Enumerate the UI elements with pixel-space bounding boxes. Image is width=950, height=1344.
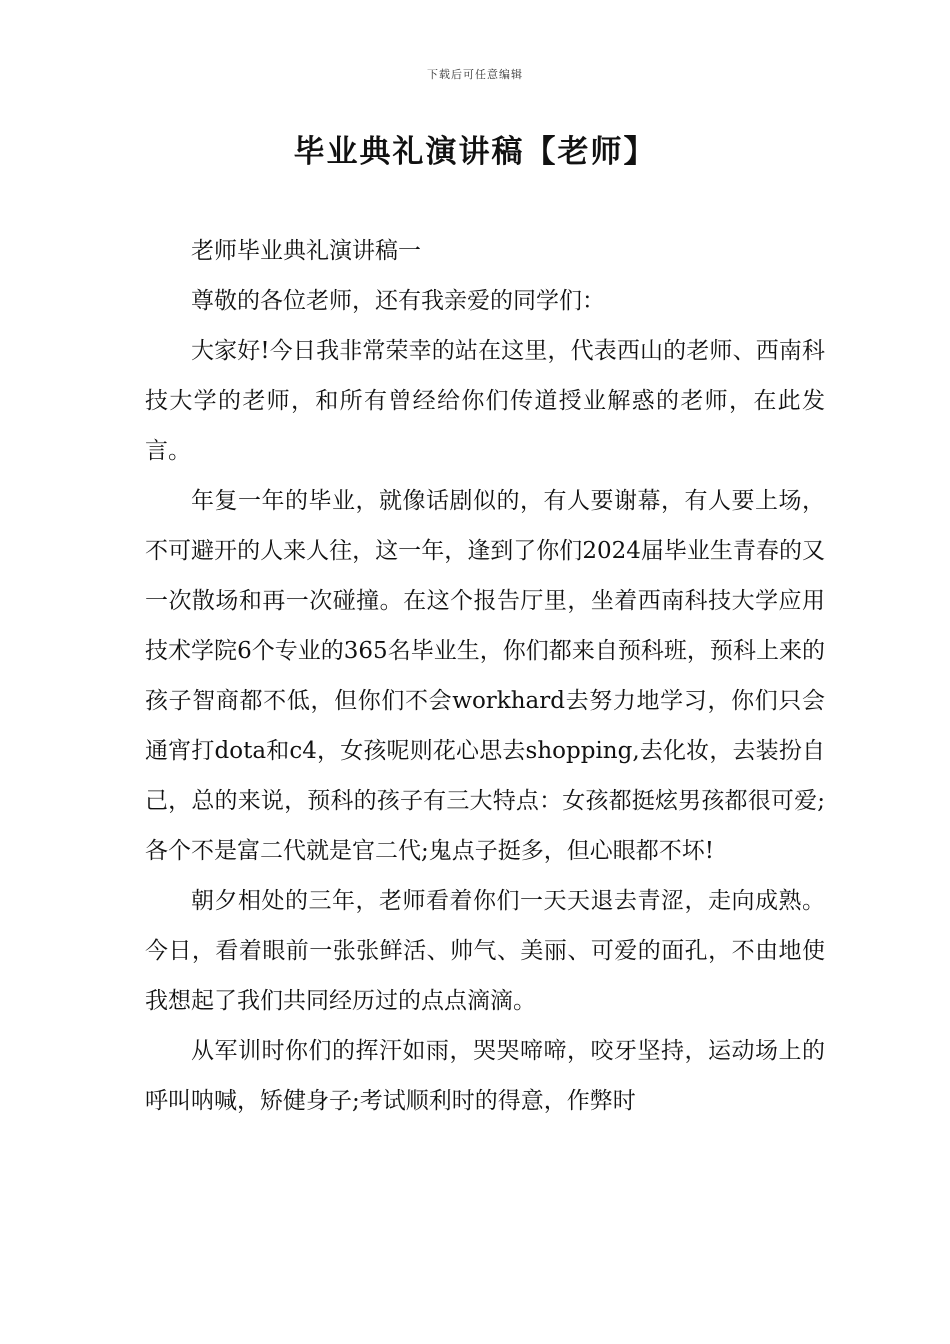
paragraph: 朝夕相处的三年，老师看着你们一天天退去青涩，走向成熟。今日，看着眼前一张张鲜活、帅气、美丽、可爱的面孔，不由地使我想起了我们共同经历过的点点滴滴。 [145,888,825,1014]
paragraph-subtitle: 老师毕业典礼演讲稿一 [191,238,421,264]
paragraph: 大家好!今日我非常荣幸的站在这里，代表西山的老师、西南科技大学的老师，和所有曾经给你们传道授业解惑的老师，在此发言。 [145,338,825,464]
document-title: 毕业典礼演讲稿【老师】 [293,134,657,170]
document-body [145,226,825,1126]
paragraph: 年复一年的毕业，就像话剧似的，有人要谢幕，有人要上场，不可避开的人来人往，这一年，逢到了你们2024届毕业生青春的又一次散场和再一次碰撞。在这个报告厅里，坐着西南科技大学应用技术学院6个专业的365名毕业生，你们都来自预科班，预科上来的孩子智商都不低，但你们不会workhard去努力地学习，你们只会通宵打dota和c4，女孩呢则花心思去shopping,去化妆，去装扮自己，总的来说，预科的孩子有三大特点：女孩都挺炫男孩都很可爱;各个不是富二代就是官二代;鬼点子挺多，但心眼都不坏! [145,488,825,864]
paragraph-salutation: 尊敬的各位老师，还有我亲爱的同学们： [191,288,605,314]
header-note: 下载后可任意编辑 [427,68,523,81]
paragraph: 从军训时你们的挥汗如雨，哭哭啼啼，咬牙坚持，运动场上的呼叫呐喊，矫健身子;考试顺利时的得意，作弊时 [145,1038,825,1114]
